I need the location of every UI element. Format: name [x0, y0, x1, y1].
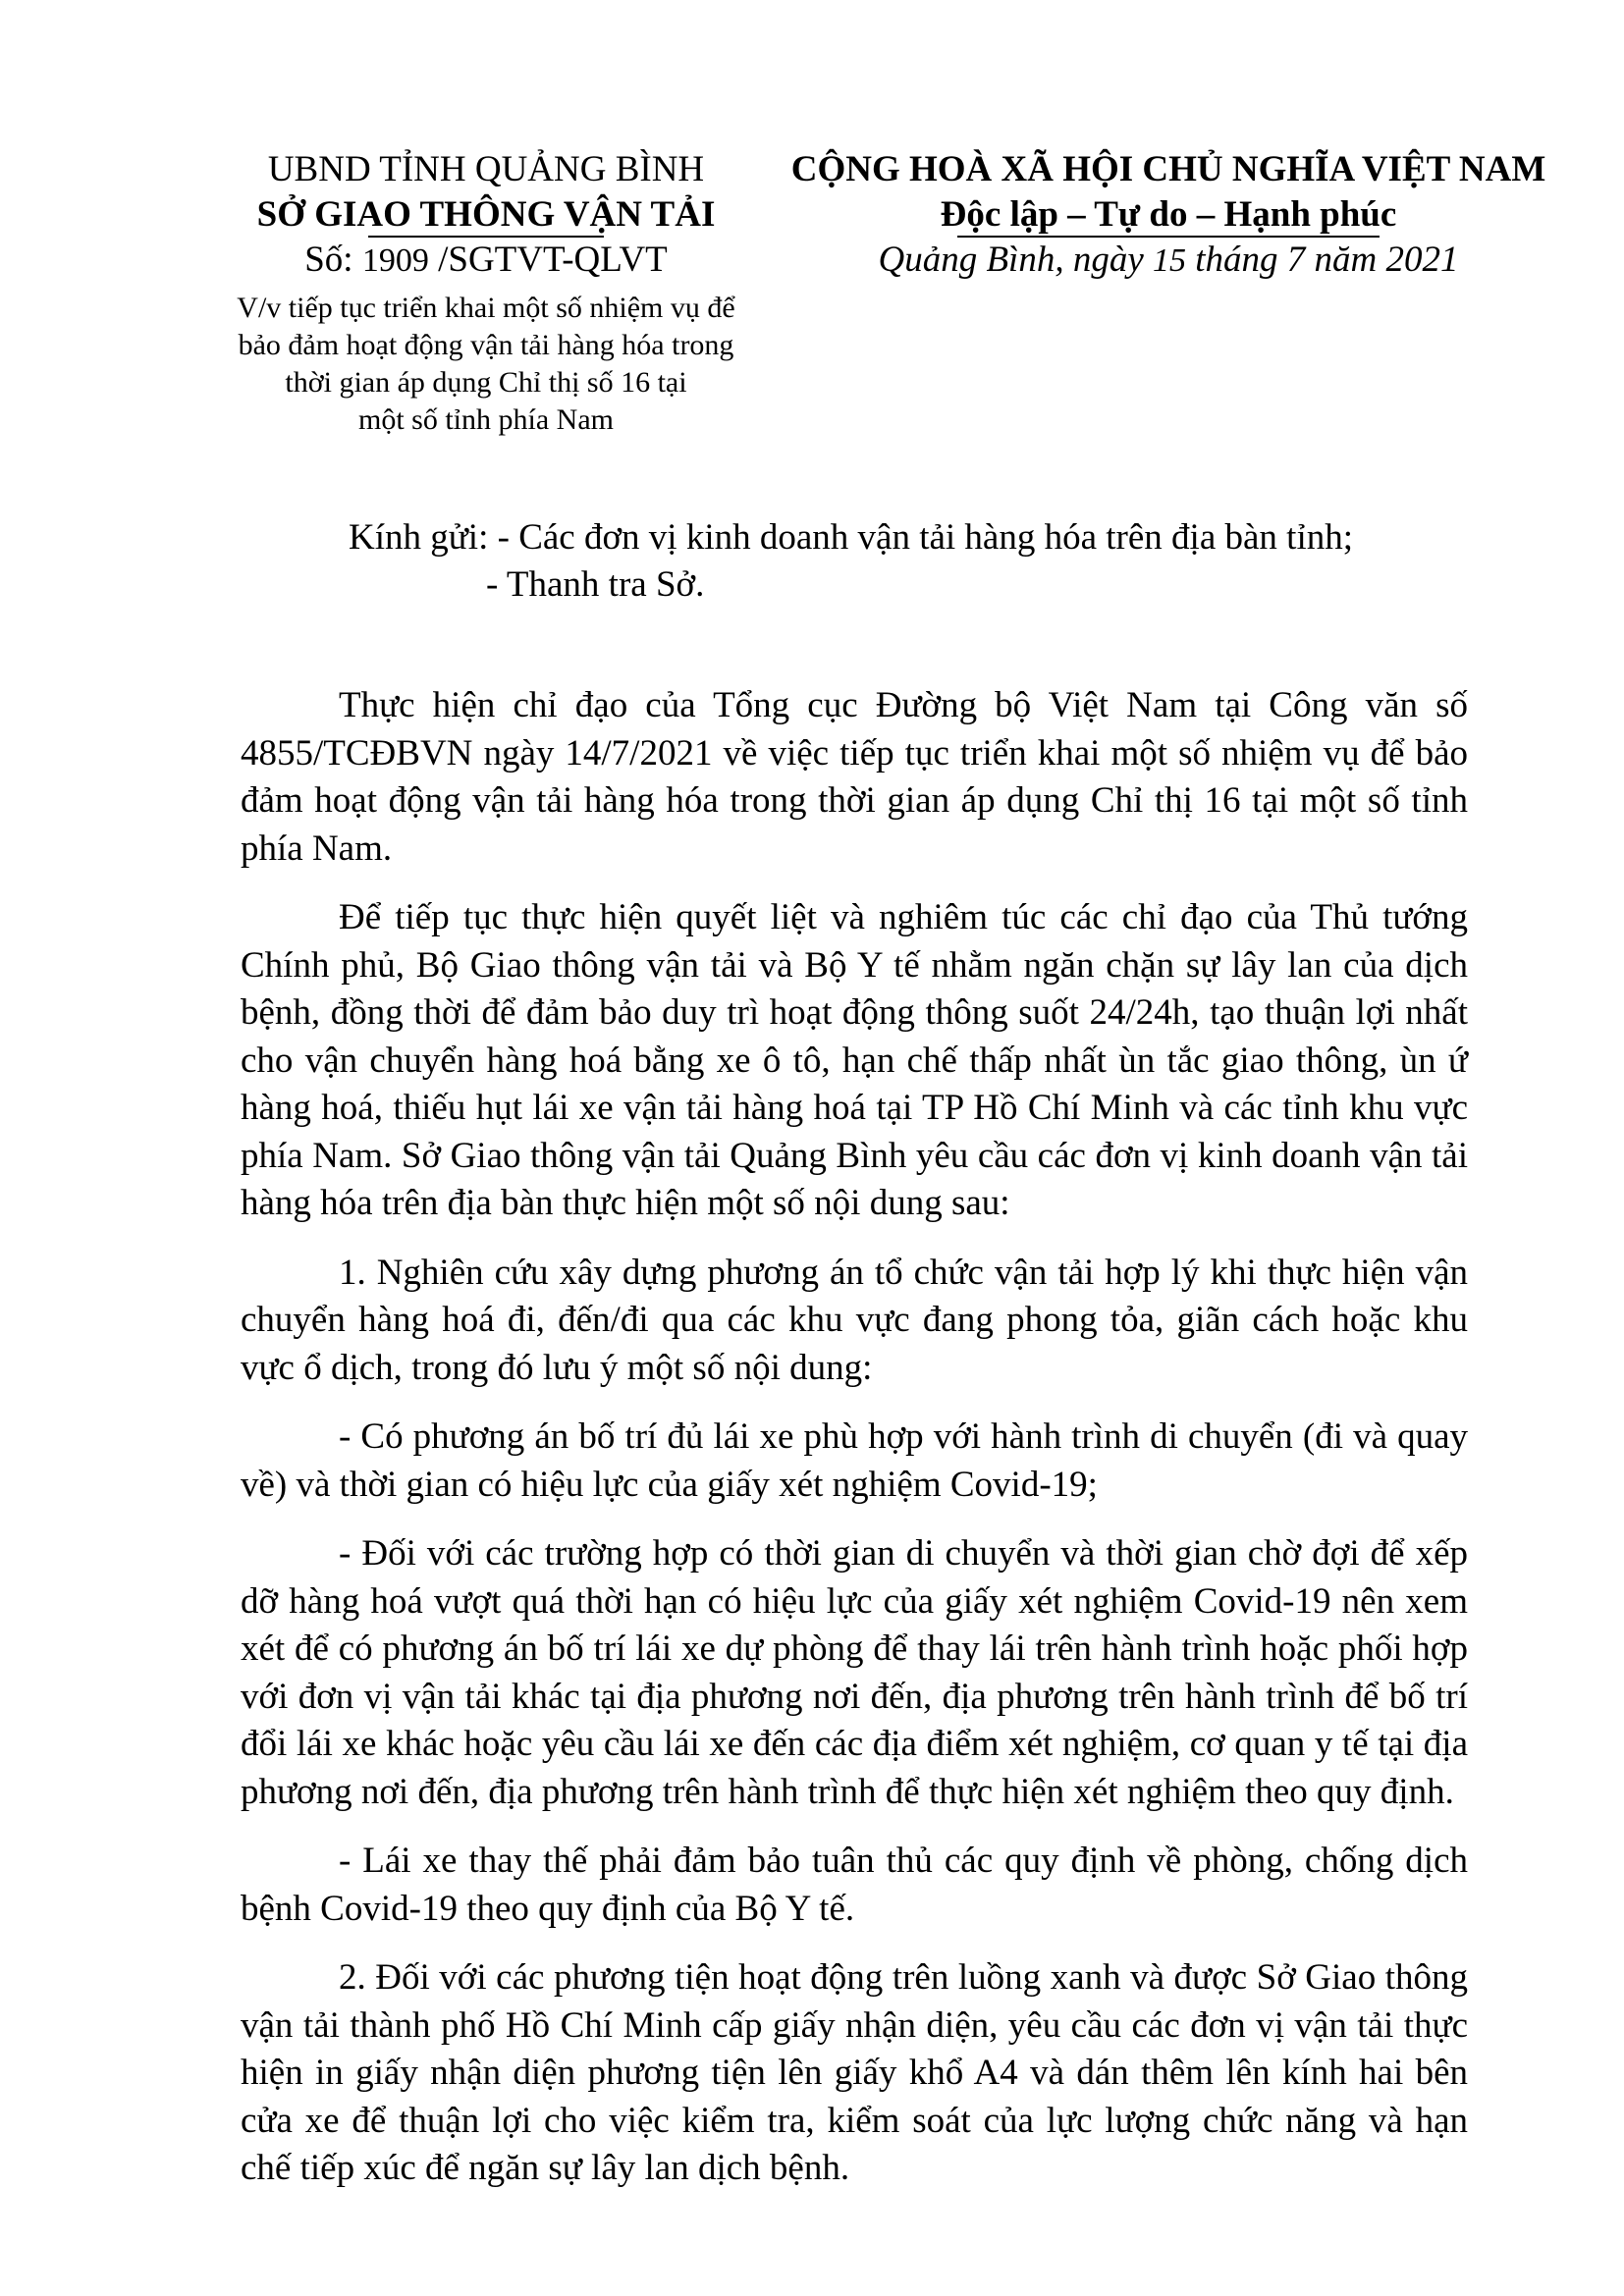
recipient-item: - Thanh tra Sở.	[486, 564, 705, 605]
subject-line: một số tỉnh phía Nam	[358, 403, 614, 436]
issuing-agency-block	[167, 147, 805, 439]
document-header	[0, 147, 1624, 471]
recipient-line	[349, 514, 1353, 561]
document-number	[167, 238, 805, 284]
body-paragraph: - Đối với các trường hợp có thời gian di chuyển và thời gian chờ đợi để xếp dỡ hàng hoá vượt quá thời hạn có hiệu lực của giấy xét nghiệm Covid-19 nên xem xét để có phương án bố trí lái xe dự phòng để thay lái trên hành trình hoặc phối hợp với đơn vị vận tải khác tại địa phương nơi đến, địa phương trên hành trình để bố trí đổi lái xe khác hoặc yêu cầu lái xe đến các địa điểm xét nghiệm, cơ quan y tế tại địa phương nơi đến, địa phương trên hành trình để thực hiện xét nghiệm theo quy định.	[241, 1533, 1468, 1812]
subject-line: V/v tiếp tục triển khai một số nhiệm vụ để	[237, 292, 735, 324]
body-paragraph: 2. Đối với các phương tiện hoạt động trên luồng xanh và được Sở Giao thông vận tải thành phố Hồ Chí Minh cấp giấy nhận diện, yêu cầu các đơn vị vận tải thực hiện in giấy nhận diện phương tiện lên giấy khổ A4 và dán thêm lên kính hai bên cửa xe để thuận lợi cho việc kiểm tra, kiểm soát của lực lượng chức năng và hạn chế tiếp xúc để ngăn sự lây lan dịch bệnh.	[241, 1957, 1468, 2188]
place-and-date	[766, 238, 1571, 284]
department-name: SỞ GIAO THÔNG VẬN TẢI	[256, 194, 716, 235]
body-paragraph: - Lái xe thay thế phải đảm bảo tuân thủ các quy định về phòng, chống dịch bệnh Covid-19 theo quy định của Bộ Y tế.	[241, 1841, 1468, 1929]
recipients-block	[349, 514, 1353, 609]
body-paragraph: Để tiếp tục thực hiện quyết liệt và nghiêm túc các chỉ đạo của Thủ tướng Chính phủ, Bộ Giao thông vận tải và Bộ Y tế nhằm ngăn chặn sự lây lan của dịch bệnh, đồng thời để đảm bảo duy trì hoạt động thông suốt 24/24h, tạo thuận lợi nhất cho vận chuyển hàng hoá bằng xe ô tô, hạn chế thấp nhất ùn tắc giao thông, ùn ứ hàng hoá, thiếu hụt lái xe vận tải hàng hoá tại TP Hồ Chí Minh và các tỉnh khu vực phía Nam. Sở Giao thông vận tải Quảng Bình yêu cầu các đơn vị kinh doanh vận tải hàng hóa trên địa bàn thực hiện một số nội dung sau:	[241, 897, 1468, 1223]
body-paragraph: 1. Nghiên cứu xây dựng phương án tổ chức vận tải hợp lý khi thực hiện vận chuyển hàng hoá đi, đến/đi qua các khu vực đang phong tỏa, giãn cách hoặc khu vực ổ dịch, trong đó lưu ý một số nội dung:	[241, 1252, 1468, 1388]
national-motto-block	[766, 147, 1571, 284]
authority-name: UBND TỈNH QUẢNG BÌNH	[267, 149, 705, 189]
document-body	[241, 682, 1468, 2215]
recipients-label: Kính gửi:	[349, 517, 489, 558]
place-prefix: Quảng Bình, ngày	[878, 240, 1144, 280]
recipient-item: - Các đơn vị kinh doanh vận tải hàng hóa trên địa bàn tỉnh;	[497, 517, 1354, 558]
national-motto: Độc lập – Tự do – Hạnh phúc	[940, 194, 1397, 235]
nation-name: CỘNG HOÀ XÃ HỘI CHỦ NGHĨA VIỆT NAM	[790, 149, 1546, 189]
number-handwritten: 1909	[361, 242, 429, 279]
document-subject	[167, 290, 805, 439]
subject-line: bảo đảm hoạt động vận tải hàng hóa trong	[238, 329, 734, 361]
number-prefix: Số:	[304, 240, 353, 280]
body-paragraph: - Có phương án bố trí đủ lái xe phù hợp với hành trình di chuyển (đi và quay về) và thời gian có hiệu lực của giấy xét nghiệm Covid-19;	[241, 1416, 1468, 1505]
day-handwritten: 15	[1153, 242, 1187, 279]
body-paragraph: Thực hiện chỉ đạo của Tổng cục Đường bộ Việt Nam tại Công văn số 4855/TCĐBVN ngày 14/7/2021 về việc tiếp tục triển khai một số nhiệm vụ để bảo đảm hoạt động vận tải hàng hóa trong thời gian áp dụng Chỉ thị 16 tại một số tỉnh phía Nam.	[241, 685, 1468, 869]
number-suffix: /SGTVT-QLVT	[438, 240, 668, 280]
date-suffix: tháng 7 năm 2021	[1195, 240, 1459, 280]
subject-line: thời gian áp dụng Chỉ thị số 16 tại	[285, 366, 687, 399]
